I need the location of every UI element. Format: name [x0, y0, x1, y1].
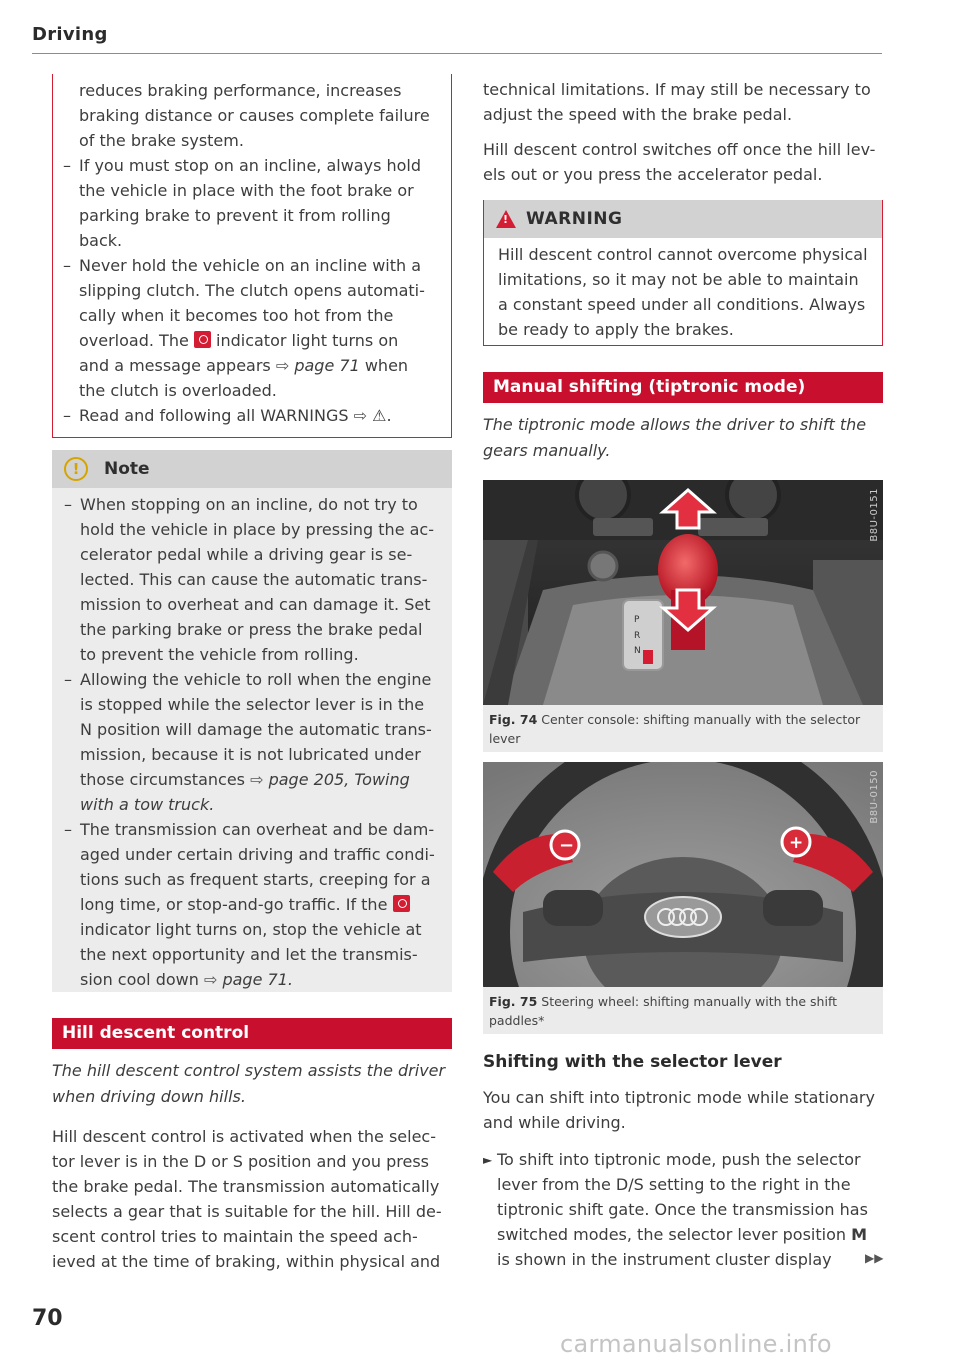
bullet-arrow-icon: ►	[483, 1153, 493, 1167]
warning-continuation-box	[52, 74, 452, 438]
note-title: Note	[104, 459, 150, 479]
figure-code: B8U-0150	[869, 770, 880, 824]
selector-lever-heading: Shifting with the selector lever	[483, 1052, 782, 1072]
transmission-indicator-icon	[393, 895, 410, 912]
figure-74	[483, 480, 883, 752]
watermark: carmanualsonline.info	[560, 1330, 832, 1358]
note-info-icon: !	[64, 457, 88, 481]
manual-shifting-heading: Manual shifting (tiptronic mode)	[483, 372, 883, 403]
page-ref-arrow-icon: ⇨	[275, 356, 290, 375]
hill-descent-paragraph: Hill descent control is activated when the selec- tor lever is in the D or S position and you press the brake pedal. The transmission automatically selects a gear that is suitable for the hill. Hill de- scent control tries to maintain the speed ach- ieved at the time of braking, within physical and	[52, 1127, 442, 1271]
warning-title: WARNING	[526, 209, 623, 229]
svg-text:R: R	[634, 631, 641, 641]
note-box	[52, 450, 452, 992]
page-link[interactable]: page 71.	[222, 970, 293, 989]
steering-wheel-image	[483, 762, 883, 987]
page-ref-arrow-icon: ⇨	[353, 406, 367, 425]
warning-header	[484, 200, 882, 238]
hill-descent-warning: ! WARNING Hill descent control cannot overcome physical limitations, so it may not be able to maintain a constant speed under all conditions. Always be ready to apply the brakes.	[483, 200, 883, 346]
warning-line: braking distance or causes complete failure	[79, 106, 430, 125]
svg-text:−: −	[559, 835, 575, 856]
page-link[interactable]: page 71	[294, 356, 360, 375]
figure-75	[483, 762, 883, 1034]
warning-item: – If you must stop on an incline, always hold the vehicle in place with the foot brake or parking brake to prevent it from rolling back.	[63, 153, 443, 253]
selector-lever-instruction: ► To shift into tiptronic mode, push the selector lever from the D/S setting to the right in the tiptronic shift gate. Once the transmission has switched modes, the selector lever position M is shown in the instrument cluster display	[483, 1150, 868, 1269]
chapter-title: Driving	[32, 24, 108, 45]
continue-arrow-icon: ▶▶	[865, 1251, 884, 1265]
hill-descent-off: Hill descent control switches off once the hill lev- els out or you press the accelerator pedal.	[483, 140, 876, 184]
page-link[interactable]: page 205, Towing	[268, 770, 410, 789]
svg-text:+: +	[789, 833, 804, 853]
hill-descent-continued: technical limitations. If may still be necessary to adjust the speed with the brake pedal.	[483, 80, 871, 124]
warning-list	[63, 153, 443, 428]
note-item: – When stopping on an incline, do not try to hold the vehicle in place by pressing the ac- celerator pedal while a driving gear is se- lected. This can cause the automatic trans- mission to overheat and can damage it. Set the parking brake or press the brake pedal to prevent the vehicle from rolling.	[64, 492, 442, 667]
svg-text:P: P	[634, 615, 640, 625]
figure-caption: Fig. 74 Center console: shifting manually with the selector lever	[489, 712, 861, 746]
page-ref-arrow-icon: ⇨	[203, 970, 218, 989]
warning-triangle-icon: ⚠.	[372, 406, 392, 425]
warning-item: – Never hold the vehicle on an incline with a slipping clutch. The clutch opens automati- cally when it becomes too hot from the overload. The indicator light turns on and a message appears ⇨ page 71 when the clutch is overloaded.	[63, 253, 443, 403]
warning-line: reduces braking performance, increases	[79, 81, 402, 100]
note-header	[52, 450, 452, 488]
note-item: – Allowing the vehicle to roll when the engine is stopped while the selector lever is in the N position will damage the automatic trans- mission, because it is not lubricated under those circumstances ⇨ page 205, Towing with a tow truck.	[64, 667, 442, 817]
hill-descent-heading: Hill descent control	[52, 1018, 452, 1049]
figure-code: B8U-0151	[869, 488, 880, 542]
center-console-image	[483, 480, 883, 705]
svg-text:N: N	[634, 646, 641, 656]
note-item: – The transmission can overheat and be dam- aged under certain driving and traffic condi- tions such as frequent starts, creeping for a long time, or stop-and-go traffic. If the indicator light turns on, stop the vehicle at the next opportunity and let the transmis- sion cool down ⇨ page 71.	[64, 817, 442, 992]
page-number: 70	[32, 1306, 63, 1331]
selector-lever-paragraph: You can shift into tiptronic mode while stationary and while driving.	[483, 1088, 875, 1132]
hill-descent-intro: The hill descent control system assists the driver when driving down hills.	[52, 1061, 446, 1106]
page-header	[32, 24, 882, 54]
warning-triangle-icon	[496, 210, 516, 228]
warning-item: – Read and following all WARNINGS ⇨ ⚠.	[63, 403, 443, 428]
page-link-cont[interactable]: with a tow truck.	[80, 795, 215, 814]
figure-caption: Fig. 75 Steering wheel: shifting manually with the shift paddles*	[489, 994, 838, 1028]
note-list	[64, 492, 442, 992]
warning-line: of the brake system.	[79, 131, 244, 150]
clutch-indicator-icon	[194, 331, 211, 348]
manual-shifting-intro: The tiptronic mode allows the driver to shift the gears manually.	[483, 415, 867, 460]
page-ref-arrow-icon: ⇨	[250, 770, 264, 789]
